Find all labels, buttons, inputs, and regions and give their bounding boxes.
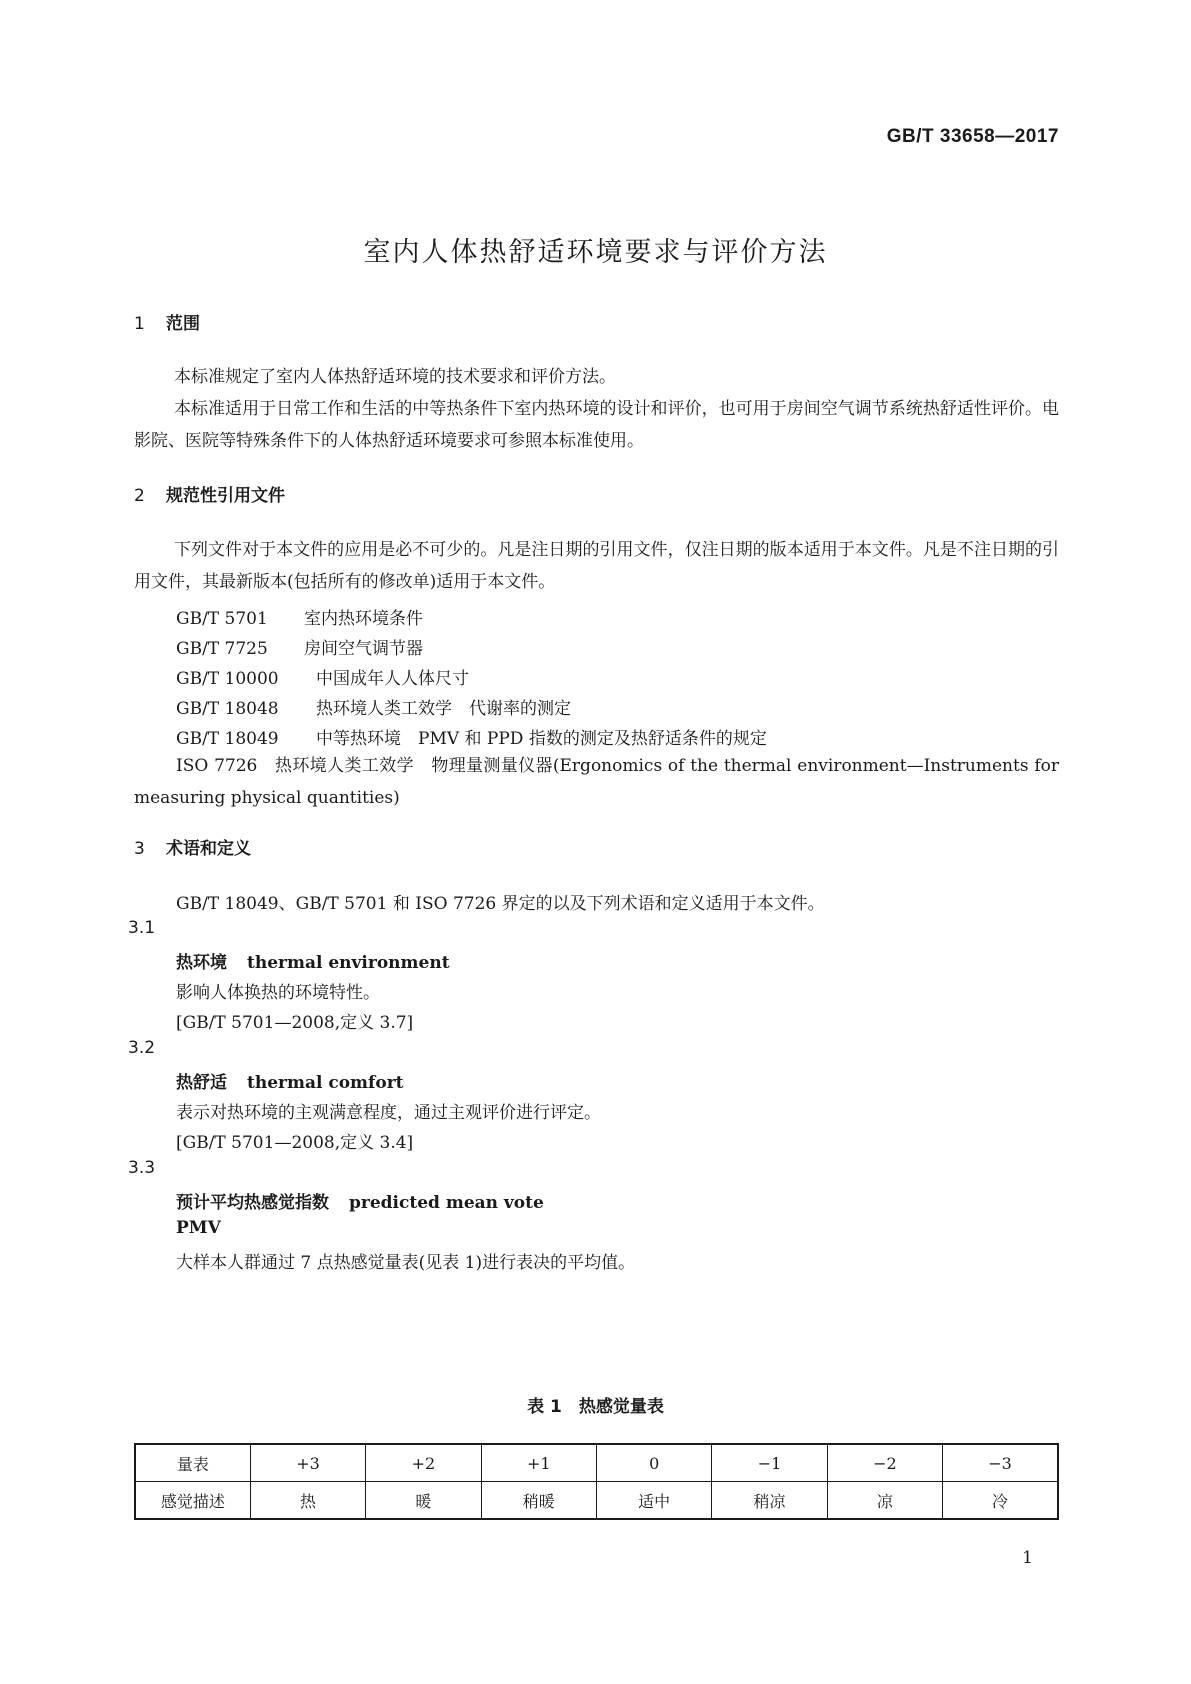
document-title: 室内人体热舒适环境要求与评价方法	[363, 237, 828, 268]
table-cell: 0	[597, 1444, 712, 1482]
thermal-sensation-table	[134, 1443, 1059, 1520]
table-cell: +3	[250, 1444, 365, 1482]
reference-title: 中等热环境 PMV 和 PPD 指数的测定及热舒适条件的规定	[316, 729, 767, 749]
section-1-body	[134, 361, 1059, 457]
section-number: 2	[134, 486, 145, 506]
section-3-intro: GB/T 18049、GB/T 5701 和 ISO 7726 界定的以及下列术语和定义适用于本文件。	[176, 894, 825, 914]
term-definition: 影响人体换热的环境特性。	[176, 983, 380, 1003]
section-2-intro	[134, 534, 1059, 598]
table-cell: 冷	[943, 1482, 1058, 1520]
table-cell: −3	[943, 1444, 1058, 1482]
reference-title: 热环境人类工效学 代谢率的测定	[316, 699, 571, 719]
table-row	[135, 1444, 1058, 1482]
term-zh: 预计平均热感觉指数	[176, 1193, 329, 1213]
section-title: 术语和定义	[166, 839, 251, 859]
term-source: [GB/T 5701—2008,定义 3.7]	[176, 1013, 414, 1033]
section-2-heading	[134, 481, 285, 506]
page-number: 1	[1022, 1548, 1033, 1568]
table-cell: 适中	[597, 1482, 712, 1520]
section-number: 1	[134, 314, 145, 334]
term-heading	[176, 1068, 404, 1093]
reference-item	[176, 664, 469, 689]
table-cell: 稍暖	[481, 1482, 596, 1520]
table-cell: −1	[712, 1444, 827, 1482]
section-1-heading	[134, 309, 200, 334]
term-en: thermal comfort	[247, 1073, 404, 1093]
reference-item	[176, 724, 767, 749]
reference-code: GB/T 10000	[176, 669, 279, 689]
section-title: 规范性引用文件	[166, 486, 285, 506]
reference-code: GB/T 5701	[176, 609, 268, 629]
term-number: 3.3	[128, 1158, 156, 1178]
table-cell: 热	[250, 1482, 365, 1520]
table-row	[135, 1482, 1058, 1520]
term-heading	[176, 1188, 544, 1213]
table-caption: 表 1 热感觉量表	[527, 1397, 664, 1417]
table-cell: 量表	[135, 1444, 250, 1482]
paragraph: 本标准规定了室内人体热舒适环境的技术要求和评价方法。	[174, 367, 616, 387]
table-cell: 暖	[366, 1482, 481, 1520]
section-number: 3	[134, 839, 145, 859]
term-abbreviation: PMV	[176, 1218, 221, 1238]
section-title: 范围	[166, 314, 200, 334]
reference-item	[176, 634, 423, 659]
section-3-heading	[134, 834, 251, 859]
table-cell: −2	[827, 1444, 942, 1482]
reference-code: GB/T 18049	[176, 729, 279, 749]
table-cell: 凉	[827, 1482, 942, 1520]
reference-item-iso: ISO 7726 热环境人类工效学 物理量测量仪器(Ergonomics of the thermal environment—Instruments for measuring physical quantities)	[134, 756, 1059, 808]
term-heading	[176, 948, 450, 973]
table-cell: +1	[481, 1444, 596, 1482]
paragraph: 下列文件对于本文件的应用是必不可少的。凡是注日期的引用文件，仅注日期的版本适用于本文件。凡是不注日期的引用文件，其最新版本(包括所有的修改单)适用于本文件。	[134, 540, 1059, 592]
term-zh: 热舒适	[176, 1073, 227, 1093]
reference-code: GB/T 7725	[176, 639, 268, 659]
term-definition: 大样本人群通过 7 点热感觉量表(见表 1)进行表决的平均值。	[176, 1253, 636, 1273]
table-cell: 感觉描述	[135, 1482, 250, 1520]
term-number: 3.2	[128, 1038, 156, 1058]
term-en: predicted mean vote	[349, 1193, 544, 1213]
term-source: [GB/T 5701—2008,定义 3.4]	[176, 1133, 414, 1153]
reference-title: 室内热环境条件	[304, 609, 423, 629]
term-number: 3.1	[128, 918, 156, 938]
reference-item	[176, 604, 423, 629]
reference-code: GB/T 18048	[176, 699, 279, 719]
table-cell: +2	[366, 1444, 481, 1482]
table-cell: 稍凉	[712, 1482, 827, 1520]
standard-code: GB/T 33658—2017	[886, 126, 1059, 147]
term-en: thermal environment	[247, 953, 450, 973]
reference-item	[176, 694, 571, 719]
term-zh: 热环境	[176, 953, 227, 973]
term-definition: 表示对热环境的主观满意程度，通过主观评价进行评定。	[176, 1103, 601, 1123]
reference-title: 中国成年人人体尺寸	[316, 669, 469, 689]
paragraph: 本标准适用于日常工作和生活的中等热条件下室内热环境的设计和评价，也可用于房间空气调节系统热舒适性评价。电影院、医院等特殊条件下的人体热舒适环境要求可参照本标准使用。	[134, 399, 1059, 451]
reference-title: 房间空气调节器	[304, 639, 423, 659]
